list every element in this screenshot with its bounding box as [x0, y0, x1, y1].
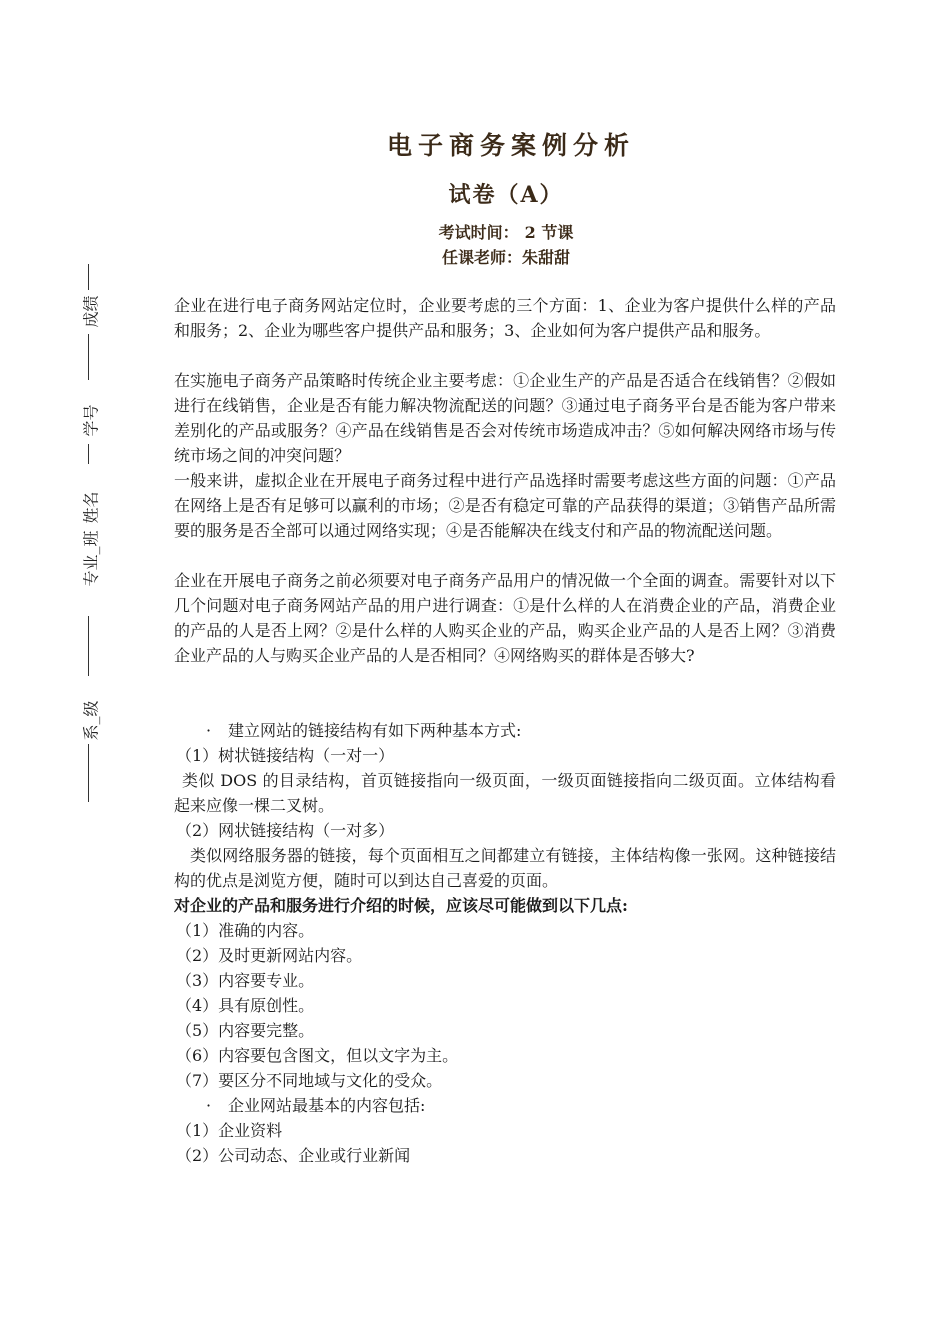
- list-item: （1）准确的内容。: [176, 921, 315, 940]
- field-name: 姓名: [81, 491, 101, 524]
- teacher: [0, 245, 950, 268]
- document-body: [174, 293, 836, 1168]
- document-subtitle: 试卷（A）: [448, 182, 564, 208]
- teacher-label: 任课老师：: [441, 248, 522, 267]
- bullet-dot: ·: [206, 721, 212, 740]
- list-item: （2）及时更新网站内容。: [176, 946, 363, 965]
- list-item: （7）要区分不同地域与文化的受众。: [176, 1071, 443, 1090]
- field-grade: 成绩: [81, 295, 101, 328]
- bullet-text: 企业网站最基本的内容包括:: [228, 1096, 426, 1115]
- divider-line: [88, 616, 89, 676]
- paragraph: 企业在开展电子商务之前必须要对电子商务产品用户的情况做一个全面的调查。需要针对以下几个问题对电子商务网站产品的用户进行调查：①是什么样的人在消费企业的产品，消费企业的产品的人是否上网？②是什么样的人购买企业的产品，购买企业产品的人是否上网？③消费企业产品的人与购买企业产品的人是否相同？④网络购买的群体是否够大?: [174, 571, 836, 665]
- bullet-text: 建立网站的链接结构有如下两种基本方式:: [228, 721, 522, 740]
- paragraph: 企业在进行电子商务网站定位时，企业要考虑的三个方面：1、企业为客户提供什么样的产品和服务；2、企业为哪些客户提供产品和服务；3、企业如何为客户提供产品和服务。: [174, 296, 836, 340]
- document-title: 电子商务案例分析: [386, 131, 635, 160]
- paragraph: 一般来讲，虚拟企业在开展电子商务过程中进行产品选择时需要考虑这些方面的问题：①产品在网络上是否有足够可以赢利的市场；②是否有稳定可靠的产品获得的渠道；③销售产品所需要的服务是否全部可以通过网络实现；④是否能解决在线支付和产品的物流配送问题。: [174, 471, 836, 540]
- section-heading: 对企业的产品和服务进行介绍的时候，应该尽可能做到以下几点:: [174, 896, 628, 915]
- bullet-item: [174, 1093, 836, 1118]
- field-student-id: 学号: [81, 404, 101, 437]
- bullet-dot: ·: [206, 1096, 212, 1115]
- list-item: （1）树状链接结构（一对一）: [176, 746, 395, 765]
- divider-line: [88, 444, 89, 464]
- bullet-item: [174, 718, 836, 743]
- divider-line: [88, 744, 89, 802]
- field-major-class: 专业_班: [81, 530, 101, 587]
- exam-time-value: 2 节课: [524, 223, 574, 242]
- field-department: 系_级: [81, 700, 101, 741]
- list-item: （6）内容要包含图文，但以文字为主。: [176, 1046, 459, 1065]
- exam-time-label: 考试时间：: [438, 223, 519, 242]
- teacher-value: 朱甜甜: [522, 248, 571, 267]
- list-item: （5）内容要完整。: [176, 1021, 315, 1040]
- student-info-strip: [60, 264, 120, 804]
- list-item: （4）具有原创性。: [176, 996, 315, 1015]
- exam-time: [0, 220, 950, 243]
- list-item-desc: 类似网络服务器的链接，每个页面相互之间都建立有链接，主体结构像一张网。这种链接结构的优点是浏览方便，随时可以到达自己喜爱的页面。: [174, 846, 836, 890]
- list-item-desc: 类似 DOS 的目录结构，首页链接指向一级页面，一级页面链接指向二级页面。立体结构看起来应像一棵二叉树。: [174, 771, 836, 815]
- list-item: （2）公司动态、企业或行业新闻: [176, 1146, 411, 1165]
- paragraph: 在实施电子商务产品策略时传统企业主要考虑：①企业生产的产品是否适合在线销售？②假如进行在线销售，企业是否有能力解决物流配送的问题？③通过电子商务平台是否能为客户带来差别化的产品或服务？④产品在线销售是否会对传统市场造成冲击？⑤如何解决网络市场与传统市场之间的冲突问题？: [174, 371, 836, 465]
- divider-line: [88, 334, 89, 380]
- list-item: （2）网状链接结构（一对多）: [176, 821, 395, 840]
- list-item: （1）企业资料: [176, 1121, 283, 1140]
- list-item: （3）内容要专业。: [176, 971, 315, 990]
